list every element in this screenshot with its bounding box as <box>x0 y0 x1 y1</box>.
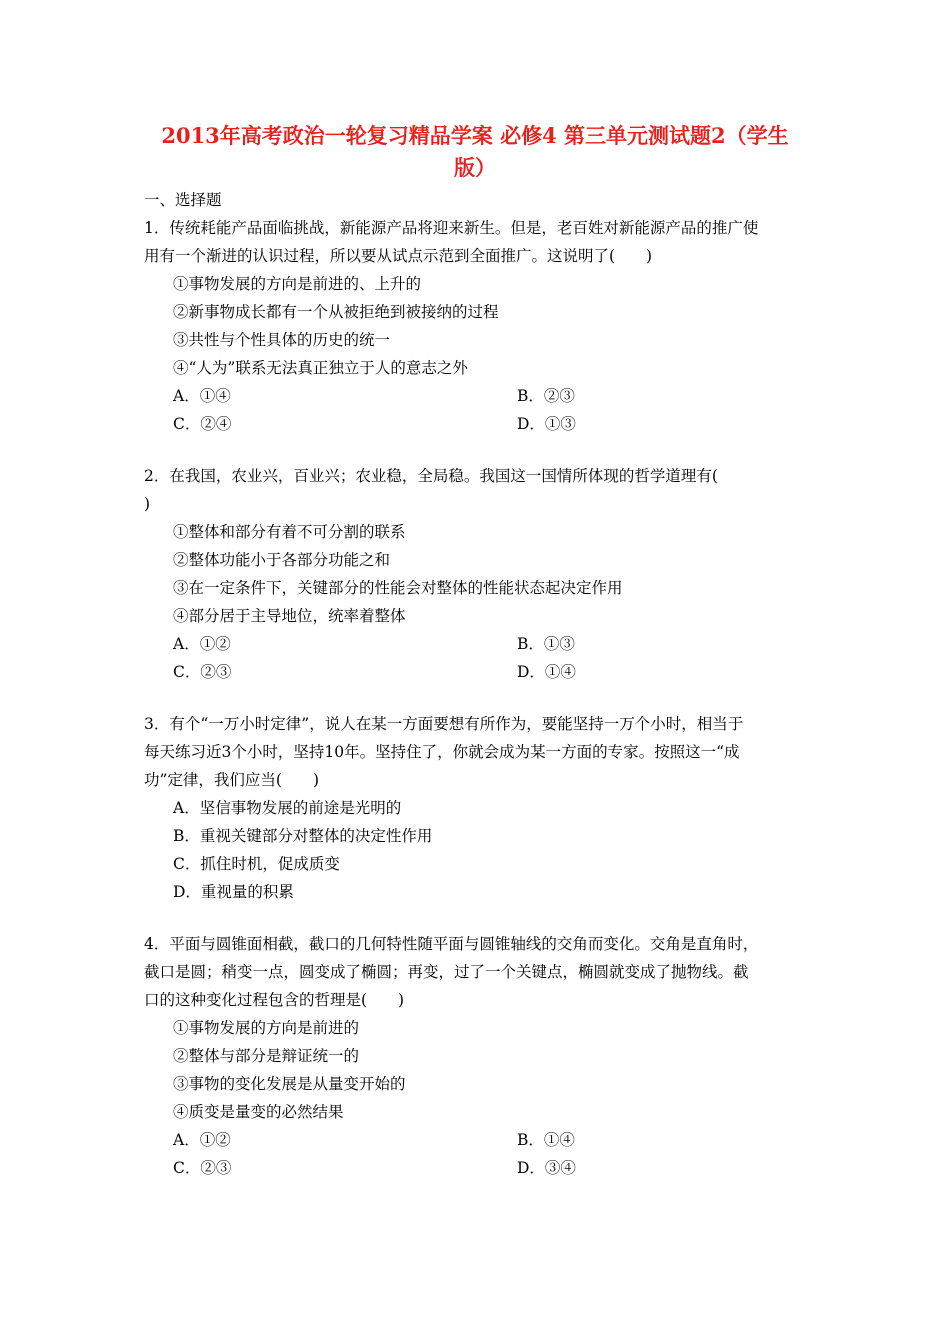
question-4-item-2: ②整体与部分是辩证统一的 <box>173 1047 360 1065</box>
question-2-choice-c: C．②③ <box>173 663 232 681</box>
question-2-choice-a: A．①② <box>173 635 231 653</box>
question-1-choice-d: D．①③ <box>517 415 576 433</box>
question-1-choice-c: C．②④ <box>173 415 232 433</box>
question-2-stem-line-2: ) <box>144 495 151 513</box>
question-4-choice-d: D．③④ <box>517 1159 576 1177</box>
question-1-item-1: ①事物发展的方向是前进的、上升的 <box>173 275 422 293</box>
question-1-item-4: ④“人为”联系无法真正独立于人的意志之外 <box>173 359 468 377</box>
question-4-choice-c: C．②③ <box>173 1159 232 1177</box>
question-4-choice-b: B．①④ <box>517 1131 575 1149</box>
question-3-stem-line-1: 3．有个“一万小时定律”，说人在某一方面要想有所作为，要能坚持一万个小时，相当于 <box>144 715 744 733</box>
question-2-item-1: ①整体和部分有着不可分割的联系 <box>173 523 406 541</box>
question-3-stem-line-3: 功”定律，我们应当( ) <box>144 771 320 789</box>
question-3-choice-d: D．重视量的积累 <box>173 883 294 901</box>
question-3-stem-line-2: 每天练习近3个小时，坚持10年。坚持住了，你就会成为某一方面的专家。按照这一“成 <box>144 743 740 761</box>
question-4-item-3: ③事物的变化发展是从量变开始的 <box>173 1075 406 1093</box>
question-2-item-3: ③在一定条件下，关键部分的性能会对整体的性能状态起决定作用 <box>173 579 623 597</box>
question-4-item-1: ①事物发展的方向是前进的 <box>173 1019 360 1037</box>
question-4-choice-a: A．①② <box>173 1131 231 1149</box>
question-2-item-2: ②整体功能小于各部分功能之和 <box>173 551 391 569</box>
question-4-item-4: ④质变是量变的必然结果 <box>173 1103 344 1121</box>
question-4-stem-line-2: 截口是圆；稍变一点，圆变成了椭圆；再变，过了一个关键点，椭圆就变成了抛物线。截 <box>144 963 749 981</box>
question-1-choice-a: A．①④ <box>173 387 231 405</box>
question-1-stem-line-1: 1．传统耗能产品面临挑战，新能源产品将迎来新生。但是，老百姓对新能源产品的推广使 <box>144 219 759 237</box>
question-1-stem-line-2: 用有一个渐进的认识过程，所以要从试点示范到全面推广。这说明了( ) <box>144 247 653 265</box>
question-3-choice-c: C．抓住时机，促成质变 <box>173 855 340 873</box>
page-title-line-1: 2013年高考政治一轮复习精品学案 必修4 第三单元测试题2（学生 <box>161 123 789 148</box>
question-3-choice-b: B．重视关键部分对整体的决定性作用 <box>173 827 433 845</box>
question-4-stem-line-3: 口的这种变化过程包含的哲理是( ) <box>144 991 405 1009</box>
question-1-item-3: ③共性与个性具体的历史的统一 <box>173 331 391 349</box>
page-title <box>140 120 810 184</box>
question-2-item-4: ④部分居于主导地位，统率着整体 <box>173 607 406 625</box>
page-title-line-2: 版） <box>454 155 496 180</box>
question-1-choice-b: B．②③ <box>517 387 575 405</box>
question-2-choice-b: B．①③ <box>517 635 575 653</box>
question-1-item-2: ②新事物成长都有一个从被拒绝到被接纳的过程 <box>173 303 499 321</box>
section-heading: 一、选择题 <box>144 191 222 209</box>
question-2-choice-d: D．①④ <box>517 663 576 681</box>
question-2-stem-line-1: 2．在我国，农业兴，百业兴；农业稳，全局稳。我国这一国情所体现的哲学道理有( <box>144 467 718 485</box>
question-3-choice-a: A．坚信事物发展的前途是光明的 <box>173 799 402 817</box>
question-4-stem-line-1: 4．平面与圆锥面相截，截口的几何特性随平面与圆锥轴线的交角而变化。交角是直角时， <box>144 935 759 953</box>
